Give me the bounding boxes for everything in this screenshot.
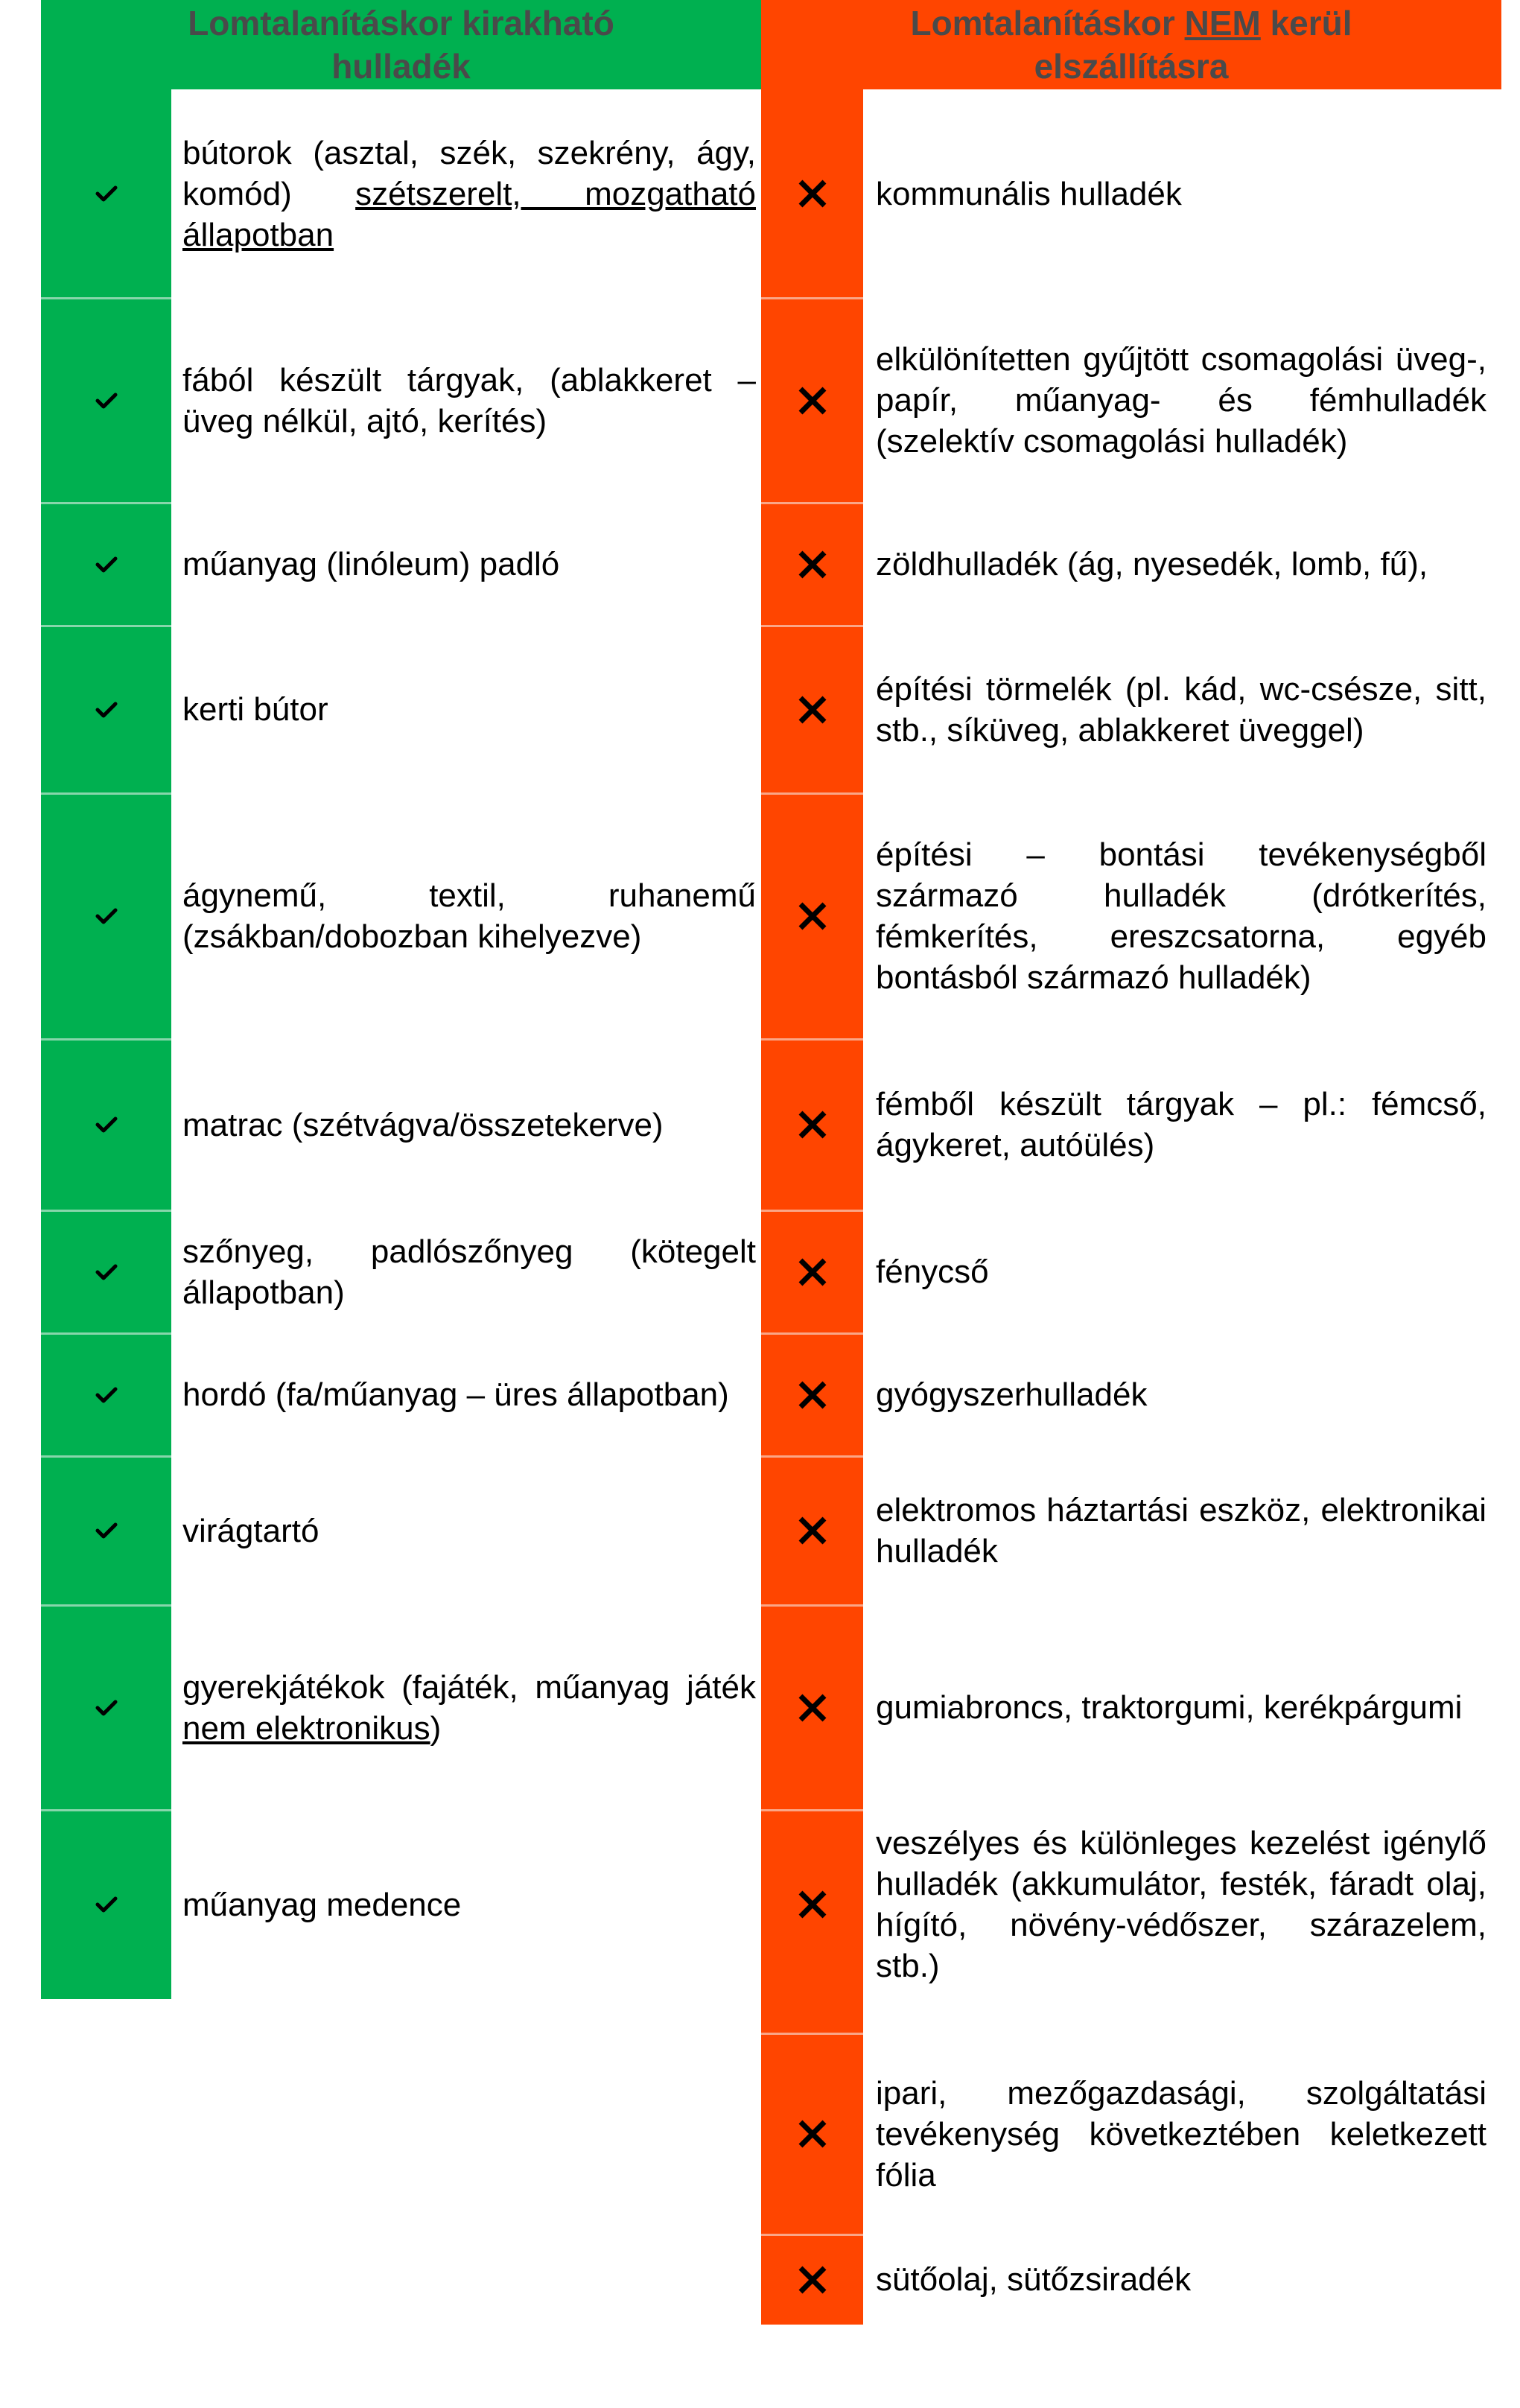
row-divider (41, 502, 171, 504)
disallowed-item (876, 2033, 1486, 2234)
check-icon (41, 503, 171, 626)
row-divider (41, 1038, 171, 1041)
disallowed-item-text: veszélyes és különleges kezelést igénylő hulladék (akkumulátor, festék, fáradt olaj, hígító, növény-védőszer, szárazelem, stb.) (876, 1825, 1486, 1984)
row-divider (41, 297, 171, 299)
allowed-item-text-main: műanyag (linóleum) padló (182, 546, 560, 582)
row-divider (41, 1809, 171, 1811)
disallowed-item-text: gumiabroncs, traktorgumi, kerékpárgumi (876, 1689, 1463, 1726)
disallowed-item (876, 503, 1486, 626)
cross-icon (761, 1456, 863, 1605)
row-divider (761, 1038, 863, 1041)
disallowed-item (876, 1039, 1486, 1210)
disallowed-item-text: fémből készült tárgyak – pl.: fémcső, ágykeret, autóülés) (876, 1086, 1486, 1163)
disallowed-item-text: építési törmelék (pl. kád, wc-csésze, sitt, stb., síküveg, ablakkeret üveggel) (876, 670, 1486, 749)
row-divider (41, 1332, 171, 1335)
allowed-item (182, 793, 756, 1039)
row-divider (761, 2033, 863, 2035)
row-divider (41, 625, 171, 627)
allowed-item-text-main: fából készült tárgyak, (ablakkeret – üveg nélkül, ajtó, kerítés) (182, 361, 756, 439)
disallowed-header-line2: elszállításra (1034, 47, 1229, 86)
cross-icon (761, 1333, 863, 1456)
allowed-item-text (182, 1510, 756, 1551)
allowed-header-line2: hulladék (331, 47, 471, 86)
check-icon (41, 1210, 171, 1333)
allowed-item-text-underlined: szétszerelt, mozgatható állapotban (182, 175, 756, 253)
allowed-item-text-main: gyerekjátékok (fajáték, műanyag játék (182, 1668, 756, 1706)
allowed-item-text (182, 360, 756, 442)
cross-icon (761, 1810, 863, 1999)
allowed-item-text-suffix: ) (430, 1709, 442, 1747)
check-icon (41, 793, 171, 1039)
disallowed-item-text: kommunális hulladék (876, 175, 1182, 212)
allowed-item-text-main: szőnyeg, padlószőnyeg (kötegelt állapotban) (182, 1233, 756, 1311)
allowed-item-text-main: műanyag medence (182, 1886, 462, 1923)
allowed-item-text (182, 1231, 756, 1313)
allowed-item (182, 503, 756, 626)
check-icon (41, 298, 171, 503)
disallowed-item-text: elkülönítetten gyűjtött csomagolási üveg-, papír, műanyag- és fémhulladék (szelektív csomagolási hulladék) (876, 341, 1486, 460)
cross-icon (761, 298, 863, 503)
row-divider (761, 297, 863, 299)
allowed-item (182, 626, 756, 793)
disallowed-item (876, 298, 1486, 503)
disallowed-item (876, 793, 1486, 1039)
allowed-item-text-main: ágynemű, textil, ruhanemű (zsákban/dobozban kihelyezve) (182, 877, 756, 955)
allowed-item-text-main: hordó (fa/műanyag – üres állapotban) (182, 1376, 729, 1413)
check-icon (41, 626, 171, 793)
disallowed-column-header (761, 0, 1501, 89)
disallowed-item-text: építési – bontási tevékenységből származó hulladék (drótkerítés, fémkerítés, ereszcsatorna, egyéb bontásból származó hulladék) (876, 836, 1486, 996)
disallowed-item (876, 1810, 1486, 1999)
row-divider (41, 1210, 171, 1212)
cross-icon (761, 1210, 863, 1333)
allowed-item (182, 298, 756, 503)
allowed-item (182, 89, 756, 298)
check-icon (41, 89, 171, 298)
allowed-header-line1: Lomtalanításkor kirakható (188, 4, 614, 42)
cross-icon (761, 503, 863, 626)
row-divider (761, 1455, 863, 1458)
allowed-item (182, 1039, 756, 1210)
allowed-item (182, 1605, 756, 1810)
allowed-item-text-main: kerti bútor (182, 691, 328, 728)
allowed-item-text (182, 1374, 756, 1415)
row-divider (761, 625, 863, 627)
allowed-item (182, 1210, 756, 1333)
row-divider (41, 1604, 171, 1607)
check-icon (41, 1810, 171, 1999)
allowed-item-text (182, 689, 756, 730)
allowed-item-text-main: virágtartó (182, 1512, 319, 1549)
disallowed-item-text: zöldhulladék (ág, nyesedék, lomb, fű), (876, 546, 1428, 582)
allowed-item (182, 1810, 756, 1999)
cross-icon (761, 1039, 863, 1210)
allowed-item (182, 1333, 756, 1456)
allowed-item-text (182, 1884, 756, 1925)
cross-icon (761, 793, 863, 1039)
row-divider (761, 1604, 863, 1607)
check-icon (41, 1039, 171, 1210)
disallowed-item (876, 89, 1486, 298)
allowed-item-text-underlined: nem elektronikus (182, 1709, 430, 1747)
row-divider (761, 502, 863, 504)
row-divider (41, 792, 171, 795)
disallowed-item-text: elektromos háztartási eszköz, elektronikai hulladék (876, 1492, 1486, 1569)
disallowed-item (876, 1456, 1486, 1605)
cross-icon (761, 89, 863, 298)
allowed-item (182, 1456, 756, 1605)
disallowed-header-post: kerül (1260, 4, 1352, 42)
disallowed-item-text: gyógyszerhulladék (876, 1376, 1148, 1413)
disallowed-item-text: fénycső (876, 1254, 989, 1290)
allowed-item-text (182, 1105, 756, 1146)
disallowed-item (876, 1605, 1486, 1810)
cross-icon (761, 2234, 863, 2325)
row-divider (41, 1455, 171, 1458)
allowed-item-text-main: matrac (szétvágva/összetekerve) (182, 1106, 664, 1143)
allowed-item-text-main: bútorok (asztal, szék, szekrény, ágy, komód) (182, 134, 756, 212)
cross-icon (761, 626, 863, 793)
allowed-item-text (182, 1667, 756, 1749)
allowed-item-text (182, 133, 756, 255)
allowed-item-text (182, 544, 756, 585)
row-divider (761, 1809, 863, 1811)
disallowed-header-pre: Lomtalanításkor (910, 4, 1185, 42)
allowed-column-header (41, 0, 761, 89)
row-divider (761, 792, 863, 795)
check-icon (41, 1456, 171, 1605)
cross-icon (761, 2033, 863, 2234)
disallowed-item (876, 2234, 1486, 2325)
row-divider (761, 1332, 863, 1335)
disallowed-item (876, 626, 1486, 793)
row-divider (761, 1210, 863, 1212)
check-icon (41, 1333, 171, 1456)
check-icon (41, 1605, 171, 1810)
disallowed-item-text: sütőolaj, sütőzsiradék (876, 2261, 1192, 2298)
disallowed-item (876, 1210, 1486, 1333)
cross-icon (761, 1605, 863, 1810)
allowed-item-text (182, 875, 756, 957)
disallowed-item (876, 1333, 1486, 1456)
row-divider (761, 2234, 863, 2236)
disallowed-header-emphasis: NEM (1184, 4, 1261, 42)
disallowed-item-text: ipari, mezőgazdasági, szolgáltatási tevékenység következtében keletkezett fólia (876, 2074, 1486, 2193)
